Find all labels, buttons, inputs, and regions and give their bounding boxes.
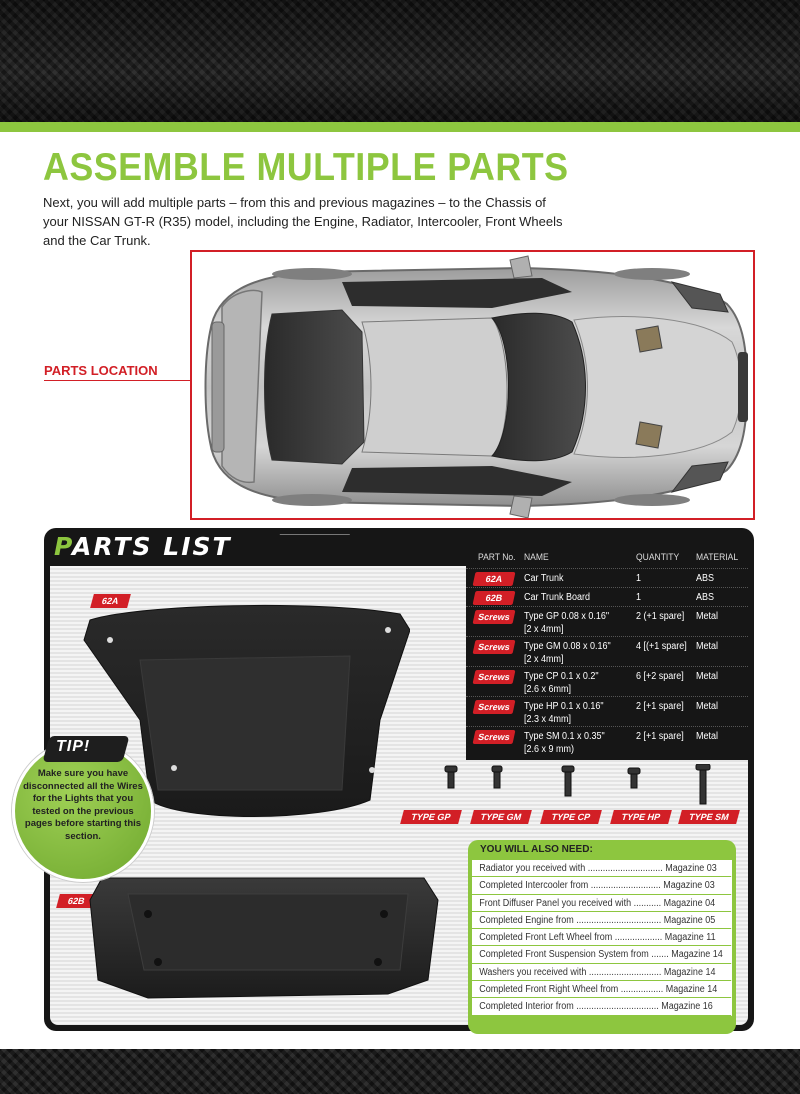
part-label-62a: 62A <box>90 594 130 608</box>
part-no-tag: Screws <box>473 670 516 684</box>
parts-location-leader-line <box>44 380 190 381</box>
tip-text: Make sure you have disconnected all the Wires for the Lights that you tested on the previous pages before starting this section. <box>23 768 143 842</box>
part-material: Metal <box>696 671 719 682</box>
part-quantity: 2 (+1 spare] <box>636 611 685 622</box>
part-size: [2.6 x 9 mm) <box>524 744 575 755</box>
part-size: [2.3 x 4mm] <box>524 714 572 725</box>
part-no-tag: 62B <box>473 591 516 605</box>
part-name: Type GP 0.08 x 0.16" <box>524 611 610 622</box>
also-need-title: YOU WILL ALSO NEED: <box>480 844 593 855</box>
part-quantity: 2 [+1 spare] <box>636 731 684 742</box>
table-row <box>466 666 748 696</box>
header-carbon-band <box>0 0 800 122</box>
list-item: Completed Front Right Wheel from ................. Magazine 14 <box>472 981 731 998</box>
part-name: Car Trunk Board <box>524 592 591 603</box>
screw-label-sm: TYPE SM <box>678 810 740 824</box>
part-no-tag: Screws <box>473 640 516 654</box>
intro-paragraph: Next, you will add multiple parts – from this and previous magazines – to the Chassis of your NISSAN GT-R (R35) model, including the Engine, Radiator, Intercooler, Front Wheels and the Car Trunk. <box>43 195 563 248</box>
part-material: ABS <box>696 573 715 584</box>
part-size: [2 x 4mm] <box>524 624 564 635</box>
table-row <box>466 636 748 666</box>
screws-image <box>400 764 740 808</box>
screw-label-gm: TYPE GM <box>470 810 532 824</box>
part-name: Type CP 0.1 x 0.2" <box>524 671 599 682</box>
part-no-tag: Screws <box>473 700 516 714</box>
part-name: Type HP 0.1 x 0.16" <box>524 701 604 712</box>
table-row <box>466 587 748 606</box>
part-name: Type GM 0.08 x 0.16" <box>524 641 611 652</box>
list-item: Front Diffuser Panel you received with ........... Magazine 04 <box>472 895 731 912</box>
part-material: Metal <box>696 731 719 742</box>
column-header-name: NAME <box>524 552 549 563</box>
list-item: Completed Front Left Wheel from ................... Magazine 11 <box>472 929 731 946</box>
table-row <box>466 696 748 726</box>
table-row <box>466 606 748 636</box>
column-header-part-no: PART No. <box>478 552 516 563</box>
parts-table <box>466 550 748 760</box>
table-row <box>466 726 748 758</box>
list-item: Completed Intercooler from ............................ Magazine 03 <box>472 877 731 894</box>
car-trunk-board-62b-image <box>88 870 448 1005</box>
page-title: ASSEMBLE MULTIPLE PARTS <box>43 146 569 189</box>
list-item: Completed Engine from .................................. Magazine 05 <box>472 912 731 929</box>
header-green-stripe <box>0 122 800 132</box>
part-no-tag: 62A <box>473 572 516 586</box>
heading-slash-decoration <box>264 534 350 562</box>
part-quantity: 4 [(+1 spare] <box>636 641 687 652</box>
part-material: Metal <box>696 611 719 622</box>
screw-label-hp: TYPE HP <box>610 810 672 824</box>
tip-title: TIP! <box>56 738 91 755</box>
part-quantity: 2 [+1 spare] <box>636 701 684 712</box>
screw-label-gp: TYPE GP <box>400 810 462 824</box>
part-name: Type SM 0.1 x 0.35" <box>524 731 605 742</box>
list-item: Completed Front Suspension System from ....... Magazine 14 <box>472 946 731 963</box>
parts-list-heading <box>54 532 232 562</box>
car-top-view-image <box>190 250 755 520</box>
part-size: [2 x 4mm] <box>524 654 564 665</box>
car-illustration <box>192 252 755 520</box>
part-quantity: 6 [+2 spare] <box>636 671 684 682</box>
column-header-quantity: QUANTITY <box>636 552 680 563</box>
part-material: ABS <box>696 592 715 603</box>
table-row <box>466 568 748 587</box>
parts-list-heading-rest: ARTS LIST <box>72 532 232 561</box>
list-item: Completed Interior from ................................. Magazine 16 <box>472 998 731 1015</box>
list-item: Radiator you received with .............................. Magazine 03 <box>472 860 731 877</box>
column-header-material: MATERIAL <box>696 552 739 563</box>
footer-carbon-band <box>0 1049 800 1094</box>
parts-location-label: PARTS LOCATION <box>44 363 158 378</box>
part-name: Car Trunk <box>524 573 564 584</box>
part-size: [2.6 x 6mm] <box>524 684 572 695</box>
parts-list-heading-first-letter: P <box>54 532 73 561</box>
part-quantity: 1 <box>636 573 642 584</box>
screw-label-cp: TYPE CP <box>540 810 602 824</box>
part-material: Metal <box>696 641 719 652</box>
also-need-list <box>472 860 732 1016</box>
part-quantity: 1 <box>636 592 642 603</box>
list-item: Washers you received with ............................. Magazine 14 <box>472 964 731 981</box>
part-label-62b: 62B <box>56 894 96 908</box>
also-need-box <box>468 840 736 1034</box>
part-material: Metal <box>696 701 719 712</box>
part-no-tag: Screws <box>473 610 516 624</box>
part-no-tag: Screws <box>473 730 516 744</box>
